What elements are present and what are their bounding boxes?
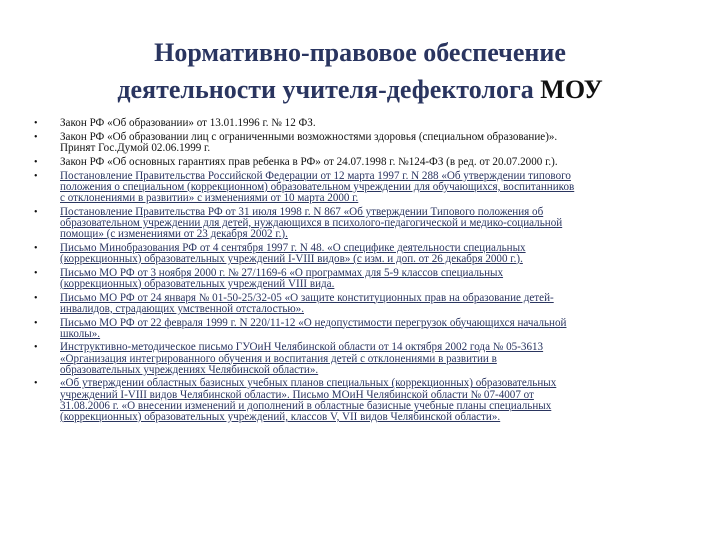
document-link-line[interactable]: (коррекционных) образовательных учреждений, классов V, VII видов Челябинской области». (60, 410, 501, 423)
list-item (30, 243, 690, 265)
list-item (30, 342, 690, 375)
bullet-icon: • (34, 206, 38, 218)
document-link-line[interactable]: Письмо МО РФ от 24 января № 01-50-25/32-05 «О защите конституционных прав на образование детей- (60, 291, 554, 304)
list-item (30, 378, 690, 422)
document-link-line[interactable]: с отклонениями в развитии» с изменениями от 10 марта 2000 г. (60, 191, 359, 204)
document-link-line[interactable]: школы». (60, 327, 101, 340)
document-link-line[interactable]: Инструктивно-методическое письмо ГУОиН Челябинской области от 14 октября 2002 года № 05-3613 (60, 341, 544, 354)
bullet-icon: • (34, 242, 38, 254)
list-item-text-line: Закон РФ «Об основных гарантиях прав ребенка в РФ» от 24.07.1998 г. №124-ФЗ (в ред. от 20.07.2000 г.). (60, 155, 558, 168)
document-link-line[interactable]: Постановление Правительства Российской Федерации от 12 марта 1997 г. N 288 «Об утверждении типового (60, 169, 571, 182)
title-line-2-prefix: деятельности учителя-дефектолога (117, 75, 541, 104)
list-item-text-line: Закон РФ «Об образовании лиц с ограниченными возможностями здоровья (специальном образование)». (60, 130, 558, 143)
title-line-2 (40, 71, 680, 108)
list-item (30, 118, 690, 129)
document-link-line[interactable]: (коррекционных) образовательных учреждений I-VIII видов» (с изм. и доп. от 26 декабря 2000 г.). (60, 252, 523, 265)
document-link-line[interactable]: инвалидов, страдающих умственной отсталостью». (60, 302, 305, 315)
list-item (30, 318, 690, 340)
document-link-line[interactable]: Письмо МО РФ от 22 февраля 1999 г. N 220/11-12 «О недопустимости перегрузок обучающихся начальной (60, 316, 567, 329)
document-link-line[interactable]: (коррекционных) образовательных учреждений VIII вида. (60, 277, 335, 290)
document-link-line[interactable]: Письмо Минобразования РФ от 4 сентября 1997 г. N 48. «О специфике деятельности специальных (60, 241, 526, 254)
title-line-2-suffix: МОУ (540, 75, 603, 104)
bullet-icon: • (34, 170, 38, 182)
bullet-icon: • (34, 118, 38, 129)
document-list (30, 118, 690, 426)
bullet-icon: • (34, 131, 38, 143)
bullet-icon: • (34, 156, 38, 168)
slide-title (40, 34, 680, 108)
document-link-line[interactable]: «Организация интегрированного обучения и воспитания детей с отклонениями в развитии в (60, 352, 497, 365)
list-item (30, 207, 690, 240)
list-item (30, 293, 690, 315)
document-link-line[interactable]: образовательном учреждении для детей, нуждающихся в психолого-педагогической и медико-социальной (60, 216, 563, 229)
list-item (30, 268, 690, 290)
bullet-icon: • (34, 267, 38, 279)
document-link-line[interactable]: Постановление Правительства РФ от 31 июля 1998 г. N 867 «Об утверждении Типового положения об (60, 205, 544, 218)
document-link-line[interactable]: Письмо МО РФ от 3 ноября 2000 г. № 27/1169-6 «О программах для 5-9 классов специальных (60, 266, 504, 279)
list-item (30, 171, 690, 204)
bullet-icon: • (34, 342, 38, 354)
document-link-line[interactable]: учреждений I-VIII видов Челябинской области». Письмо МОиН Челябинской области № 07-4007 от (60, 388, 534, 401)
document-link-line[interactable]: 31.08.2006 г. «О внесении изменений и дополнений в областные базисные учебные планы специальных (60, 399, 552, 412)
document-link-line[interactable]: помощи» (с изменениями от 23 декабря 2002 г.). (60, 227, 288, 240)
title-line-1: Нормативно-правовое обеспечение (154, 38, 566, 67)
bullet-icon: • (34, 317, 38, 329)
list-item (30, 157, 690, 168)
document-link-line[interactable]: образовательных учреждениях Челябинской области». (60, 363, 319, 376)
list-item (30, 132, 690, 154)
document-link-line[interactable]: положения о специальном (коррекционном) образовательном учреждении для обучающихся, воспитанников (60, 180, 575, 193)
list-item-text-line: Закон РФ «Об образовании» от 13.01.1996 г. № 12 ФЗ. (60, 117, 316, 129)
bullet-icon: • (34, 292, 38, 304)
document-link-line[interactable]: «Об утверждении областных базисных учебных планов специальных (коррекционных) образовательных (60, 377, 557, 390)
list-item-text-line: Принят Гос.Думой 02.06.1999 г. (60, 141, 211, 154)
bullet-icon: • (34, 378, 38, 390)
